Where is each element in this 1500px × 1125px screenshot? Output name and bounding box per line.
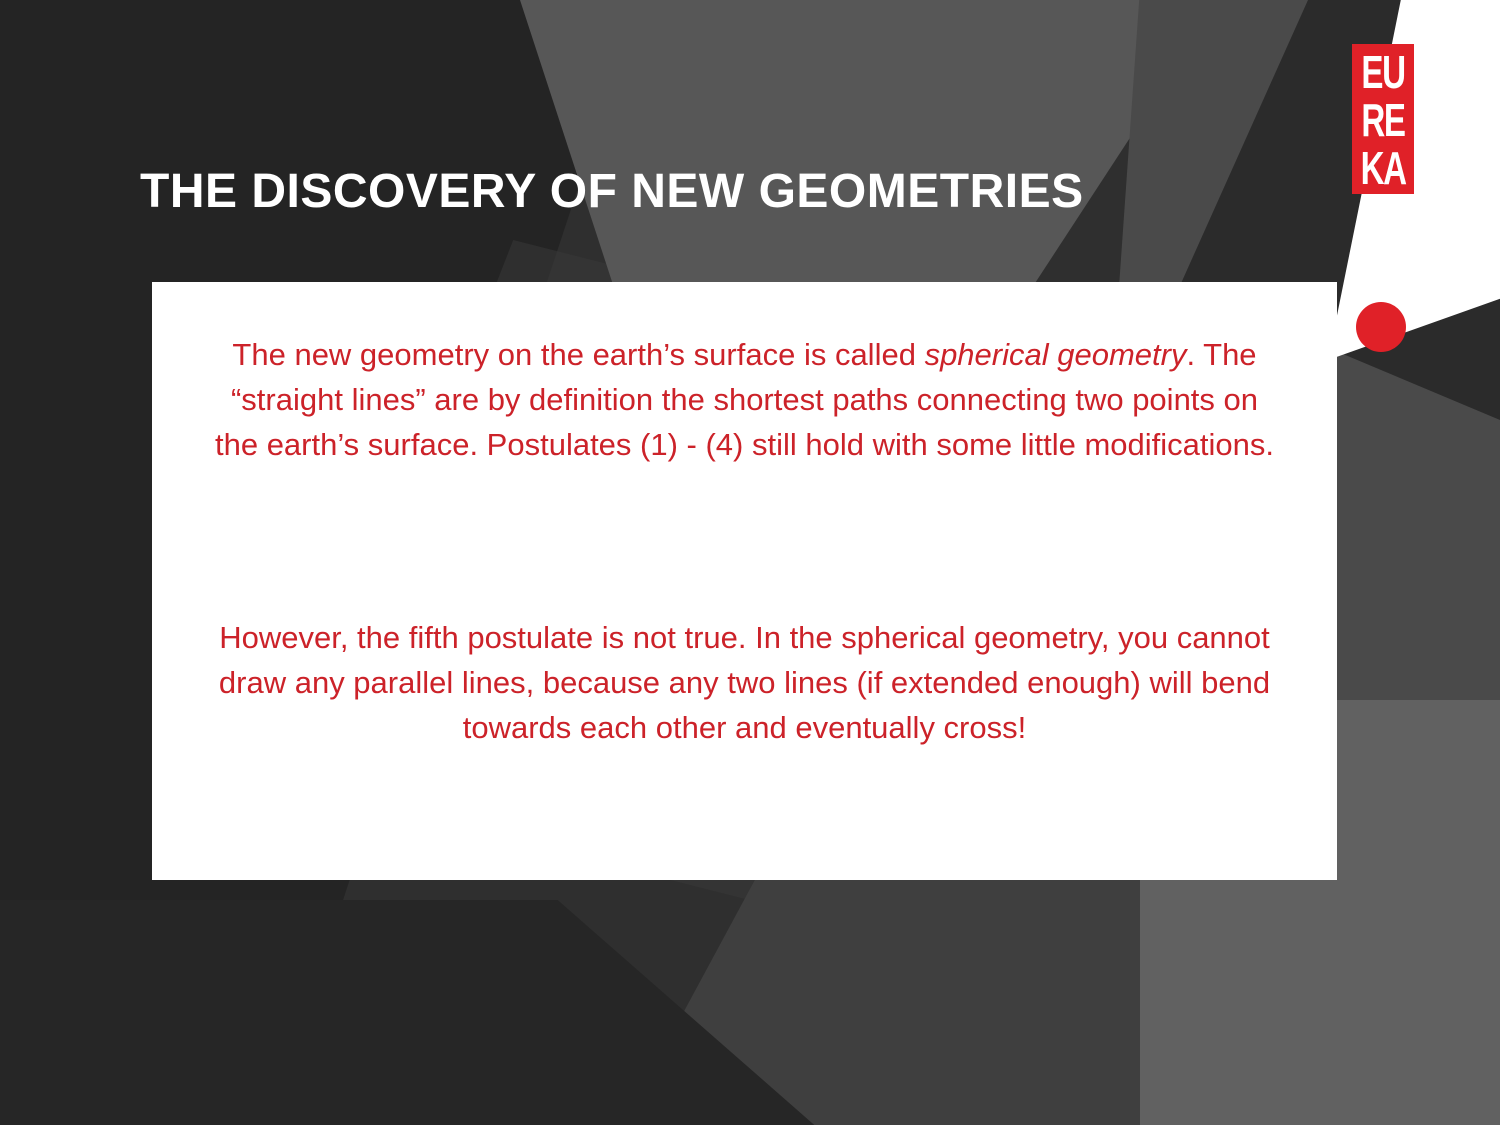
content-card [152,282,1337,880]
content-card-inner [152,282,1337,750]
paragraph-spacer [210,467,1279,615]
paragraph-1-part-2: . The “straight lines” are by definition the shortest paths connecting two points on the earth’s surface. Postulates (1) - (4) still hold with some little modifications. [214,337,1275,462]
page-title: THE DISCOVERY OF NEW GEOMETRIES [140,165,1084,219]
paragraph-fifth-postulate: However, the fifth postulate is not true. In the spherical geometry, you cannot draw any parallel lines, because any two lines (if extended enough) will bend towards each other and eventually cross! [218,620,1271,745]
eureka-logo [1352,44,1432,344]
eureka-logo-line-2: RE [1361,94,1405,146]
paragraph-spherical-geometry [210,332,1279,467]
paragraph-1-part-1: The new geometry on the earth’s surface is called [232,337,925,372]
exclamation-dot-icon [1356,302,1406,352]
eureka-logo-line-3: KA [1360,142,1406,194]
paragraph-1-italic-term: spherical geometry [924,337,1187,372]
eureka-logo-wordmark [1352,44,1414,194]
eureka-logo-line-1: EU [1361,46,1405,98]
